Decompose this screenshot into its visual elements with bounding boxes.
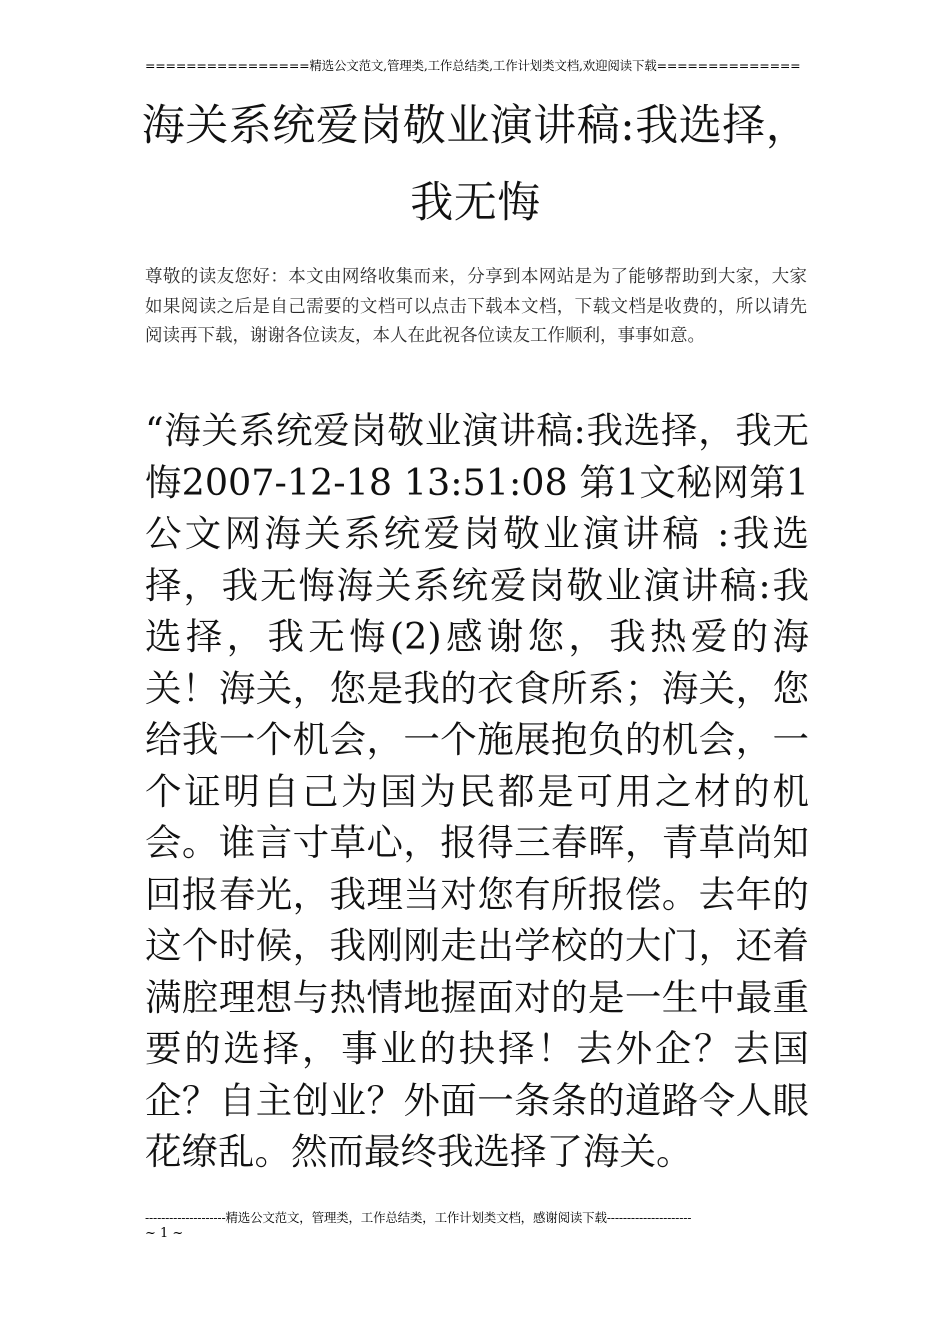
- page-number: ~ 1 ~: [145, 1226, 184, 1241]
- header-banner: ================精选公文范文,管理类,工作总结类,工作计划类文档,欢迎阅读下载==============: [145, 58, 801, 73]
- reader-notice: 尊敬的读友您好：本文由网络收集而来，分享到本网站是为了能够帮助到大家，大家如果阅读之后是自己需要的文档可以点击下载本文档，下载文档是收费的，所以请先阅读再下载，谢谢各位读友，本人在此祝各位读友工作顺利，事事如意。: [145, 267, 807, 347]
- article-body: “海关系统爱岗敬业演讲稿:我选择，我无悔2007-12-18 13:51:08 第1文秘网第1公文网海关系统爱岗敬业演讲稿 :我选择，我无悔海关系统爱岗敬业演讲稿:我选择，我无悔(2)感谢您，我热爱的海关！海关，您是我的衣食所系；海关，您给我一个机会，一个施展抱负的机会，一个证明自己为国为民都是可用之材的机会。谁言寸草心，报得三春晖，青草尚知回报春光，我理当对您有所报偿。去年的这个时候，我刚刚走出学校的大门，还着满腔理想与热情地握面对的是一生中最重要的选择，事业的抉择！去外企？去国企？自主创业？外面一条条的道路令人眼花缭乱。然而最终我选择了海关。: [145, 409, 809, 1173]
- document-title: 海关系统爱岗敬业演讲稿:我选择，我无悔: [141, 101, 810, 228]
- footer-banner: --------------------精选公文范文，管理类，工作总结类，工作计划类文档，感谢阅读下载---------------------: [145, 1210, 692, 1225]
